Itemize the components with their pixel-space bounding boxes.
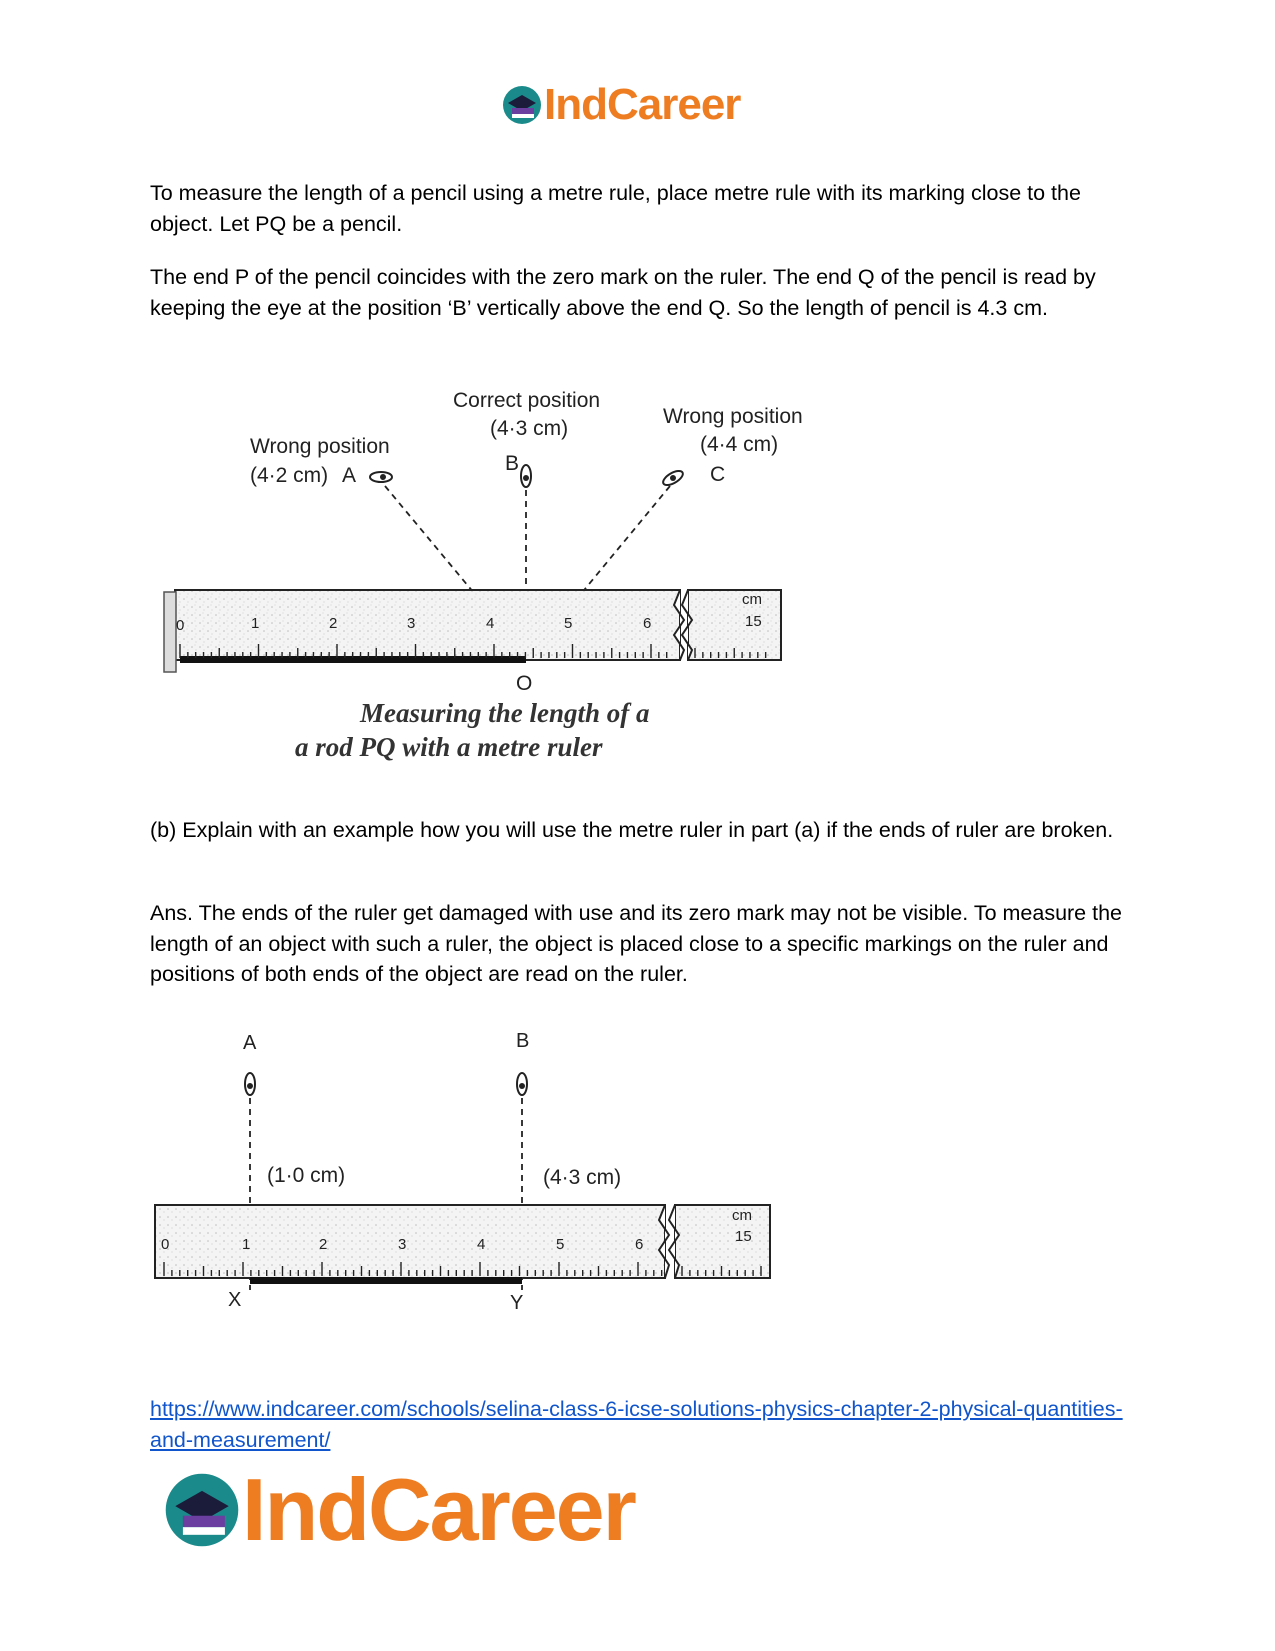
tick-label-6: 6 <box>635 1236 644 1253</box>
wrong-position-a-label: Wrong position <box>250 435 390 458</box>
tick-label-0: 0 <box>161 1236 170 1253</box>
point-c-label: C <box>710 463 726 486</box>
correct-position-value: (4·3 cm) <box>490 417 569 440</box>
wrong-position-c-label: Wrong position <box>663 405 803 428</box>
wrong-position-c-value: (4·4 cm) <box>700 433 779 456</box>
tick-label-15: 15 <box>735 1228 752 1245</box>
tick-label-0: 0 <box>176 617 185 634</box>
object-xy <box>250 1277 522 1284</box>
source-link[interactable]: https://www.indcareer.com/schools/selina-class-6-icse-solutions-physics-chapter-2-physical-quantities-and-measurement/ <box>150 1397 1123 1452</box>
figure-caption-line2: a rod PQ with a metre ruler <box>295 732 603 762</box>
unit-cm-label: cm <box>732 1207 752 1224</box>
rod-end-p <box>164 592 176 672</box>
unit-cm-label: cm <box>742 591 762 608</box>
indcareer-logo-bottom <box>160 1462 700 1558</box>
tick-label-3: 3 <box>407 615 416 632</box>
tick-label-15: 15 <box>745 613 762 630</box>
figure-caption-line1: Measuring the length of a <box>360 698 650 728</box>
tick-label-5: 5 <box>556 1236 565 1253</box>
wrong-position-a-value: (4·2 cm) <box>250 464 329 487</box>
reading-a-value: (1·0 cm) <box>267 1164 346 1187</box>
graduation-cap-book-icon <box>500 83 544 127</box>
tick-label-3: 3 <box>398 1236 407 1253</box>
point-a-label: A <box>243 1032 257 1054</box>
point-o-label: O <box>516 672 533 695</box>
paragraph-answer: Ans. The ends of the ruler get damaged with use and its zero mark may not be visible. To measure the length of an object with such a ruler, the object is placed close to a specific markings on the ruler and positions of both ends of the object are read on the ruler. <box>150 901 1123 986</box>
paragraph-question-b: (b) Explain with an example how you will use the metre ruler in part (a) if the ends of ruler are broken. <box>150 818 1114 842</box>
eye-b-icon <box>517 1073 527 1095</box>
tick-label-4: 4 <box>477 1236 486 1253</box>
eye-c-icon <box>661 468 685 488</box>
point-b-label: B <box>505 452 520 475</box>
tick-label-5: 5 <box>564 615 573 632</box>
ruler-end-piece <box>675 1205 770 1278</box>
graduation-cap-book-icon <box>160 1468 244 1552</box>
eye-a-icon <box>245 1073 255 1095</box>
tick-label-2: 2 <box>319 1236 328 1253</box>
point-y-label: Y <box>510 1292 524 1314</box>
paragraph-reading: The end P of the pencil coincides with the zero mark on the ruler. The end Q of the pencil is read by keeping the eye at the position ‘B’ vertically above the end Q. So the length of pencil is 4.3 cm. <box>150 265 1096 320</box>
tick-label-2: 2 <box>329 615 338 632</box>
tick-label-4: 4 <box>486 615 495 632</box>
point-x-label: X <box>228 1289 242 1311</box>
indcareer-logo-top <box>500 78 780 132</box>
tick-label-1: 1 <box>251 615 260 632</box>
point-b-label: B <box>516 1030 530 1052</box>
correct-position-label: Correct position <box>453 389 601 412</box>
figure-correct-eye-position <box>150 380 830 800</box>
reading-b-value: (4·3 cm) <box>543 1166 622 1189</box>
ruler-main <box>155 1205 665 1278</box>
tick-label-1: 1 <box>242 1236 251 1253</box>
tick-label-6: 6 <box>643 615 652 632</box>
paragraph-intro: To measure the length of a pencil using a metre rule, place metre rule with its marking close to the object. Let PQ be a pencil. <box>150 181 1081 236</box>
eye-a-icon <box>370 472 392 482</box>
eye-b-icon <box>521 465 531 487</box>
logo-text: IndCareer <box>544 80 741 129</box>
point-a-label: A <box>342 464 357 487</box>
figure-broken-ruler <box>150 1030 810 1340</box>
logo-text: IndCareer <box>242 1460 635 1559</box>
